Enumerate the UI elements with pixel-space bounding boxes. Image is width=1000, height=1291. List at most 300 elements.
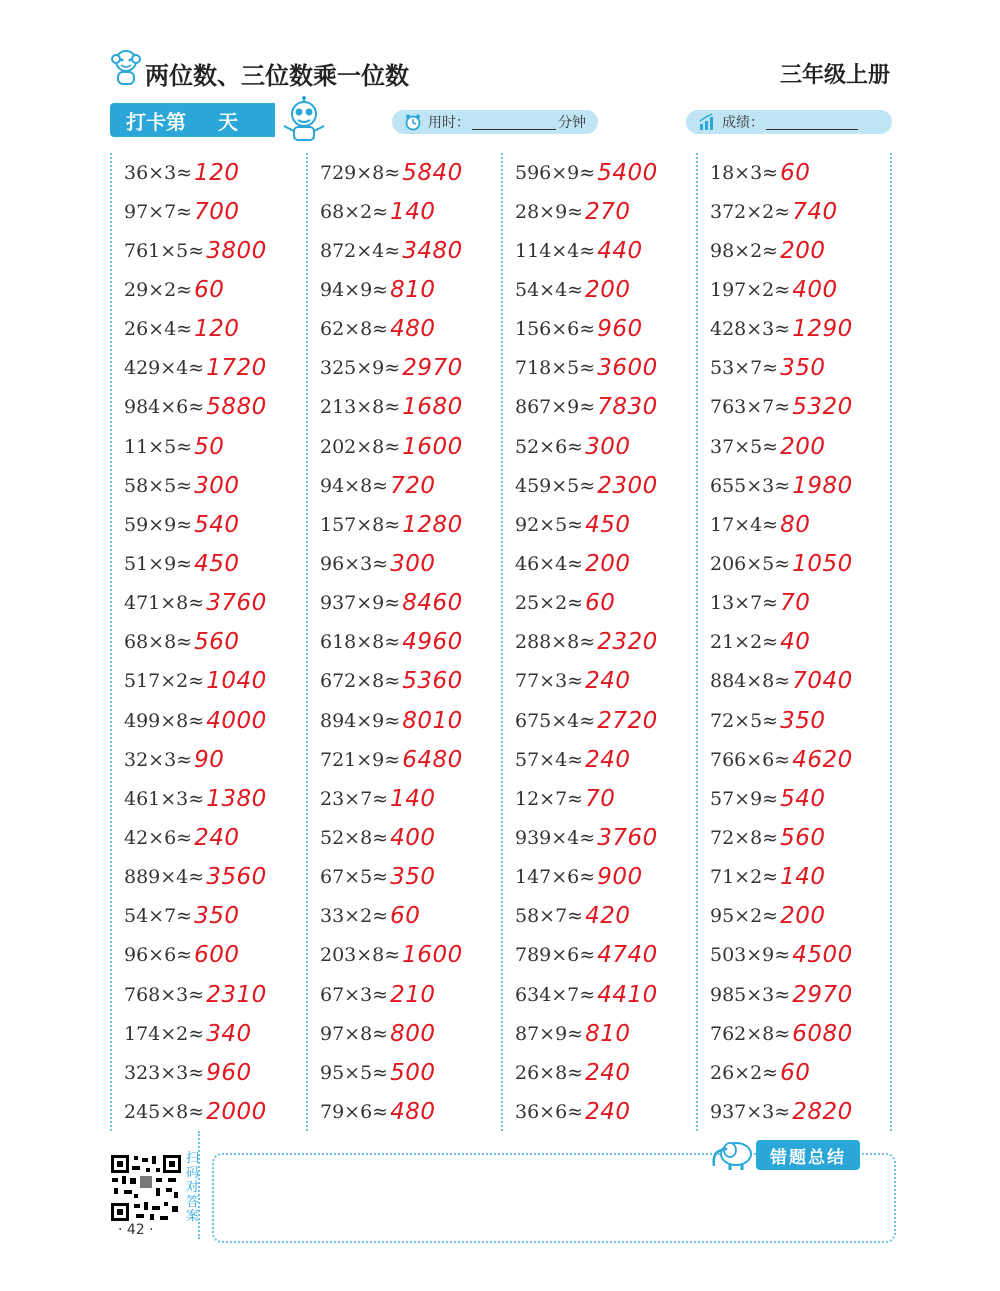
handwritten-answer: 300	[585, 433, 631, 460]
handwritten-answer: 120	[194, 159, 240, 186]
problem-expression: 26×2≈	[710, 1061, 779, 1084]
problem-row	[110, 623, 304, 662]
handwritten-answer: 70	[585, 785, 616, 812]
problem-row	[110, 310, 304, 349]
problem-expression: 26×8≈	[515, 1061, 584, 1084]
handwritten-answer: 420	[585, 903, 631, 930]
problem-expression: 672×8≈	[320, 670, 401, 693]
handwritten-answer: 140	[780, 864, 826, 891]
problem-row	[696, 231, 890, 270]
problem-row	[306, 427, 500, 466]
handwritten-answer: 60	[780, 159, 811, 186]
handwritten-answer: 270	[585, 198, 631, 225]
problem-row	[501, 544, 695, 583]
bar-chart-icon	[698, 113, 716, 131]
handwritten-answer: 1280	[402, 511, 463, 538]
handwritten-answer: 4410	[597, 981, 658, 1008]
problem-expression: 32×3≈	[124, 748, 193, 771]
problem-expression: 79×6≈	[320, 1100, 389, 1123]
handwritten-answer: 600	[194, 942, 240, 969]
problem-expression: 23×7≈	[320, 787, 389, 810]
handwritten-answer: 80	[780, 511, 811, 538]
problem-expression: 655×3≈	[710, 474, 791, 497]
problem-expression: 429×4≈	[124, 357, 205, 380]
handwritten-answer: 480	[390, 316, 436, 343]
elephant-icon	[706, 1136, 756, 1172]
handwritten-answer: 4740	[597, 942, 658, 969]
handwritten-answer: 6480	[402, 746, 463, 773]
handwritten-answer: 700	[194, 198, 240, 225]
handwritten-answer: 4620	[792, 746, 853, 773]
handwritten-answer: 120	[194, 316, 240, 343]
handwritten-answer: 960	[206, 1059, 252, 1086]
problem-row	[696, 701, 890, 740]
handwritten-answer: 2300	[597, 472, 658, 499]
handwritten-answer: 60	[585, 590, 616, 617]
problem-expression: 762×8≈	[710, 1022, 791, 1045]
handwritten-answer: 140	[390, 198, 436, 225]
problem-row	[696, 1053, 890, 1092]
problem-expression: 29×2≈	[124, 278, 193, 301]
problem-row	[501, 349, 695, 388]
handwritten-answer: 340	[206, 1020, 252, 1047]
problem-row	[501, 701, 695, 740]
problem-row	[110, 858, 304, 897]
handwritten-answer: 240	[194, 824, 240, 851]
handwritten-answer: 200	[780, 237, 826, 264]
problem-expression: 459×5≈	[515, 474, 596, 497]
problem-row	[501, 818, 695, 857]
problem-row	[696, 1092, 890, 1131]
problem-expression: 323×3≈	[124, 1061, 205, 1084]
handwritten-answer: 5880	[206, 394, 267, 421]
handwritten-answer: 60	[390, 903, 421, 930]
handwritten-answer: 450	[194, 550, 240, 577]
checkin-day-label: 天	[218, 109, 238, 134]
time-unit: 分钟	[558, 115, 586, 131]
problem-row	[696, 623, 890, 662]
checkin-bar	[110, 103, 275, 137]
problem-row	[696, 858, 890, 897]
handwritten-answer: 2320	[597, 629, 658, 656]
problem-row	[110, 505, 304, 544]
problem-expression: 42×6≈	[124, 826, 193, 849]
problem-row	[696, 975, 890, 1014]
problem-row	[696, 1014, 890, 1053]
problem-row	[306, 388, 500, 427]
problem-expression: 58×7≈	[515, 905, 584, 928]
problem-expression: 789×6≈	[515, 944, 596, 967]
problem-row	[306, 701, 500, 740]
time-field	[392, 110, 598, 134]
score-input-line[interactable]	[766, 115, 858, 130]
clock-icon	[404, 113, 422, 131]
problem-expression: 675×4≈	[515, 709, 596, 732]
problem-expression: 97×8≈	[320, 1022, 389, 1045]
handwritten-answer: 720	[390, 472, 436, 499]
handwritten-answer: 3560	[206, 864, 267, 891]
problem-expression: 67×3≈	[320, 983, 389, 1006]
handwritten-answer: 3800	[206, 237, 267, 264]
problem-row	[501, 466, 695, 505]
problem-expression: 25×2≈	[515, 592, 584, 615]
handwritten-answer: 7040	[792, 668, 853, 695]
problem-row	[306, 936, 500, 975]
problem-row	[110, 897, 304, 936]
handwritten-answer: 3480	[402, 237, 463, 264]
problem-expression: 92×5≈	[515, 513, 584, 536]
handwritten-answer: 480	[390, 1098, 436, 1125]
problem-row	[501, 662, 695, 701]
problem-expression: 867×9≈	[515, 396, 596, 419]
problem-row	[110, 1014, 304, 1053]
handwritten-answer: 240	[585, 746, 631, 773]
problem-expression: 147×6≈	[515, 866, 596, 889]
handwritten-answer: 8460	[402, 590, 463, 617]
handwritten-answer: 1380	[206, 785, 267, 812]
problem-expression: 94×8≈	[320, 474, 389, 497]
handwritten-answer: 90	[194, 746, 225, 773]
qr-caption: 扫码对答案	[186, 1151, 200, 1224]
problem-row	[501, 975, 695, 1014]
problem-expression: 517×2≈	[124, 670, 205, 693]
problem-row	[501, 584, 695, 623]
problem-row	[306, 662, 500, 701]
problem-expression: 12×7≈	[515, 787, 584, 810]
problem-row	[696, 662, 890, 701]
problem-expression: 71×2≈	[710, 866, 779, 889]
problem-expression: 72×8≈	[710, 826, 779, 849]
handwritten-answer: 900	[597, 864, 643, 891]
page-number: · 42 ·	[118, 1222, 154, 1238]
problem-row	[110, 584, 304, 623]
problem-column-1	[110, 153, 304, 1132]
problem-expression: 471×8≈	[124, 592, 205, 615]
problem-row	[696, 427, 890, 466]
problem-expression: 67×5≈	[320, 866, 389, 889]
handwritten-answer: 200	[780, 903, 826, 930]
problem-row	[110, 975, 304, 1014]
problem-expression: 894×9≈	[320, 709, 401, 732]
handwritten-answer: 8010	[402, 707, 463, 734]
problem-row	[110, 544, 304, 583]
handwritten-answer: 3760	[206, 590, 267, 617]
problem-expression: 13×7≈	[710, 592, 779, 615]
problem-expression: 57×4≈	[515, 748, 584, 771]
problem-expression: 618×8≈	[320, 631, 401, 654]
handwritten-answer: 200	[585, 276, 631, 303]
problem-expression: 17×4≈	[710, 513, 779, 536]
handwritten-answer: 1680	[402, 394, 463, 421]
problem-row	[110, 779, 304, 818]
problem-row	[696, 388, 890, 427]
problem-expression: 36×6≈	[515, 1100, 584, 1123]
problem-expression: 52×6≈	[515, 435, 584, 458]
handwritten-answer: 1600	[402, 942, 463, 969]
handwritten-answer: 1290	[792, 316, 853, 343]
problem-expression: 985×3≈	[710, 983, 791, 1006]
handwritten-answer: 70	[780, 590, 811, 617]
handwritten-answer: 300	[194, 472, 240, 499]
problem-row	[110, 936, 304, 975]
problem-expression: 372×2≈	[710, 200, 791, 223]
problem-expression: 51×9≈	[124, 552, 193, 575]
handwritten-answer: 540	[194, 511, 240, 538]
problem-expression: 202×8≈	[320, 435, 401, 458]
handwritten-answer: 7830	[597, 394, 658, 421]
handwritten-answer: 810	[585, 1020, 631, 1047]
time-input-line[interactable]	[472, 115, 556, 130]
handwritten-answer: 5400	[597, 159, 658, 186]
problem-expression: 33×2≈	[320, 905, 389, 928]
problem-row	[306, 1092, 500, 1131]
problem-row	[306, 505, 500, 544]
problem-row	[110, 466, 304, 505]
problem-expression: 28×9≈	[515, 200, 584, 223]
problem-expression: 596×9≈	[515, 161, 596, 184]
handwritten-answer: 450	[585, 511, 631, 538]
handwritten-answer: 5320	[792, 394, 853, 421]
problem-expression: 98×2≈	[710, 239, 779, 262]
problem-expression: 53×7≈	[710, 357, 779, 380]
problem-row	[110, 388, 304, 427]
problem-expression: 872×4≈	[320, 239, 401, 262]
handwritten-answer: 350	[194, 903, 240, 930]
page-title: 两位数、三位数乘一位数	[145, 62, 409, 90]
problem-row	[110, 231, 304, 270]
problem-expression: 95×5≈	[320, 1061, 389, 1084]
problem-row	[696, 740, 890, 779]
problem-expression: 503×9≈	[710, 944, 791, 967]
problem-expression: 761×5≈	[124, 239, 205, 262]
problem-row	[501, 1014, 695, 1053]
problem-row	[110, 1092, 304, 1131]
handwritten-answer: 3600	[597, 355, 658, 382]
problem-row	[306, 270, 500, 309]
problem-expression: 325×9≈	[320, 357, 401, 380]
problem-row	[306, 740, 500, 779]
problem-row	[306, 858, 500, 897]
problem-row	[306, 349, 500, 388]
problem-row	[696, 897, 890, 936]
problem-row	[110, 1053, 304, 1092]
problem-expression: 52×8≈	[320, 826, 389, 849]
handwritten-answer: 1600	[402, 433, 463, 460]
problem-expression: 937×3≈	[710, 1100, 791, 1123]
checkin-label: 打卡第	[126, 109, 186, 134]
problem-expression: 634×7≈	[515, 983, 596, 1006]
problem-row	[501, 231, 695, 270]
handwritten-answer: 400	[792, 276, 838, 303]
problem-expression: 54×7≈	[124, 905, 193, 928]
problem-expression: 57×9≈	[710, 787, 779, 810]
problem-row	[696, 270, 890, 309]
problem-row	[501, 310, 695, 349]
handwritten-answer: 240	[585, 668, 631, 695]
problem-expression: 721×9≈	[320, 748, 401, 771]
problem-expression: 428×3≈	[710, 318, 791, 341]
handwritten-answer: 4000	[206, 707, 267, 734]
handwritten-answer: 2000	[206, 1098, 267, 1125]
problem-column-2	[306, 153, 500, 1132]
problem-expression: 156×6≈	[515, 318, 596, 341]
problem-expression: 766×6≈	[710, 748, 791, 771]
handwritten-answer: 60	[780, 1059, 811, 1086]
problem-expression: 889×4≈	[124, 866, 205, 889]
problem-row	[696, 505, 890, 544]
handwritten-answer: 810	[390, 276, 436, 303]
problem-row	[306, 779, 500, 818]
handwritten-answer: 2820	[792, 1098, 853, 1125]
handwritten-answer: 6080	[792, 1020, 853, 1047]
grade-label: 三年级上册	[779, 63, 890, 88]
problem-expression: 26×4≈	[124, 318, 193, 341]
handwritten-answer: 2970	[402, 355, 463, 382]
problem-expression: 157×8≈	[320, 513, 401, 536]
problem-row	[110, 701, 304, 740]
handwritten-answer: 800	[390, 1020, 436, 1047]
problem-row	[306, 818, 500, 857]
problem-row	[306, 544, 500, 583]
problem-expression: 36×3≈	[124, 161, 193, 184]
problem-expression: 461×3≈	[124, 787, 205, 810]
handwritten-answer: 5360	[402, 668, 463, 695]
problem-row	[696, 153, 890, 192]
handwritten-answer: 560	[194, 629, 240, 656]
handwritten-answer: 60	[194, 276, 225, 303]
handwritten-answer: 50	[194, 433, 225, 460]
problem-row	[696, 818, 890, 857]
problem-row	[306, 897, 500, 936]
problem-row	[306, 231, 500, 270]
handwritten-answer: 960	[597, 316, 643, 343]
problem-expression: 68×8≈	[124, 631, 193, 654]
problem-row	[110, 192, 304, 231]
problem-expression: 884×8≈	[710, 670, 791, 693]
problem-expression: 729×8≈	[320, 161, 401, 184]
handwritten-answer: 350	[390, 864, 436, 891]
problem-expression: 72×5≈	[710, 709, 779, 732]
problem-expression: 768×3≈	[124, 983, 205, 1006]
problem-row	[306, 975, 500, 1014]
problem-row	[501, 858, 695, 897]
problem-row	[696, 349, 890, 388]
problem-expression: 62×8≈	[320, 318, 389, 341]
problem-expression: 54×4≈	[515, 278, 584, 301]
problem-row	[501, 740, 695, 779]
problem-row	[110, 349, 304, 388]
problem-expression: 97×7≈	[124, 200, 193, 223]
problem-row	[110, 740, 304, 779]
problem-expression: 499×8≈	[124, 709, 205, 732]
qr-code-icon[interactable]	[110, 1154, 182, 1222]
score-field	[686, 110, 892, 134]
problem-expression: 288×8≈	[515, 631, 596, 654]
problem-expression: 984×6≈	[124, 396, 205, 419]
problem-column-4	[696, 153, 890, 1132]
problem-row	[306, 192, 500, 231]
problem-expression: 96×6≈	[124, 944, 193, 967]
problem-row	[501, 897, 695, 936]
handwritten-answer: 2310	[206, 981, 267, 1008]
grid-divider	[890, 153, 892, 1131]
problem-expression: 203×8≈	[320, 944, 401, 967]
problem-expression: 937×9≈	[320, 592, 401, 615]
problem-expression: 94×9≈	[320, 278, 389, 301]
problem-expression: 197×2≈	[710, 278, 791, 301]
problem-expression: 718×5≈	[515, 357, 596, 380]
problem-column-3	[501, 153, 695, 1132]
handwritten-answer: 1040	[206, 668, 267, 695]
handwritten-answer: 5840	[402, 159, 463, 186]
problem-row	[306, 1014, 500, 1053]
problem-row	[501, 936, 695, 975]
problem-row	[696, 544, 890, 583]
problem-row	[306, 153, 500, 192]
handwritten-answer: 2970	[792, 981, 853, 1008]
handwritten-answer: 350	[780, 355, 826, 382]
handwritten-answer: 240	[585, 1098, 631, 1125]
handwritten-answer: 3760	[597, 824, 658, 851]
handwritten-answer: 210	[390, 981, 436, 1008]
problem-row	[696, 192, 890, 231]
problem-expression: 18×3≈	[710, 161, 779, 184]
problem-expression: 37×5≈	[710, 435, 779, 458]
handwritten-answer: 400	[390, 824, 436, 851]
problem-expression: 206×5≈	[710, 552, 791, 575]
problem-expression: 11×5≈	[124, 435, 193, 458]
problem-row	[501, 270, 695, 309]
problem-row	[501, 1092, 695, 1131]
problem-row	[110, 270, 304, 309]
robot-icon	[278, 96, 330, 142]
problem-expression: 174×2≈	[124, 1022, 205, 1045]
problem-expression: 68×2≈	[320, 200, 389, 223]
handwritten-answer: 540	[780, 785, 826, 812]
problem-row	[501, 779, 695, 818]
handwritten-answer: 1050	[792, 550, 853, 577]
problem-row	[306, 623, 500, 662]
problem-row	[501, 388, 695, 427]
handwritten-answer: 740	[792, 198, 838, 225]
handwritten-answer: 40	[780, 629, 811, 656]
problem-row	[110, 427, 304, 466]
problem-row	[501, 623, 695, 662]
problem-row	[696, 779, 890, 818]
problem-row	[306, 310, 500, 349]
problem-expression: 96×3≈	[320, 552, 389, 575]
mistake-summary-tab: 错题总结	[756, 1140, 860, 1170]
handwritten-answer: 350	[780, 707, 826, 734]
handwritten-answer: 300	[390, 550, 436, 577]
problem-row	[501, 1053, 695, 1092]
problem-expression: 59×9≈	[124, 513, 193, 536]
handwritten-answer: 4960	[402, 629, 463, 656]
problem-row	[501, 505, 695, 544]
handwritten-answer: 200	[585, 550, 631, 577]
problem-row	[501, 427, 695, 466]
problem-row	[696, 310, 890, 349]
handwritten-answer: 1720	[206, 355, 267, 382]
problem-row	[696, 936, 890, 975]
problem-expression: 939×4≈	[515, 826, 596, 849]
problem-expression: 46×4≈	[515, 552, 584, 575]
problem-expression: 213×8≈	[320, 396, 401, 419]
problem-row	[110, 662, 304, 701]
problem-expression: 245×8≈	[124, 1100, 205, 1123]
problem-row	[501, 192, 695, 231]
handwritten-answer: 140	[390, 785, 436, 812]
